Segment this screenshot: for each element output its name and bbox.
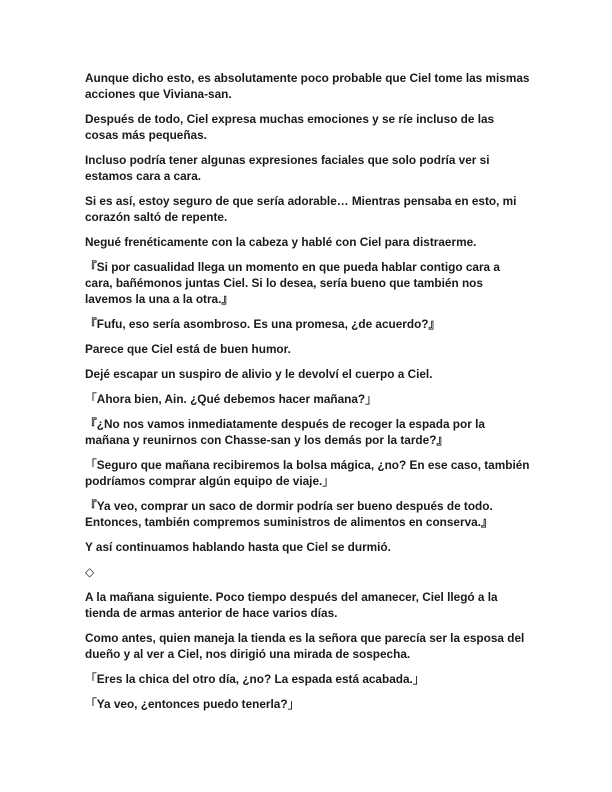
- scene-separator: ◇: [85, 565, 95, 579]
- paragraph: Aunque dicho esto, es absolutamente poco probable que Ciel tome las mismas acciones que Viviana-san.: [85, 71, 530, 101]
- dialogue-paragraph: 「Ahora bien, Ain. ¿Qué debemos hacer mañana?」: [85, 392, 377, 406]
- paragraph: Si es así, estoy seguro de que sería adorable… Mientras pensaba en esto, mi corazón saltó de repente.: [85, 194, 517, 224]
- dialogue-paragraph: 『¿No nos vamos inmediatamente después de recoger la espada por la mañana y reunirnos con Chasse-san y los demás por la tarde?』: [85, 417, 485, 447]
- paragraph: Incluso podría tener algunas expresiones faciales que solo podría ver si estamos cara a cara.: [85, 153, 490, 183]
- paragraph: Como antes, quien maneja la tienda es la señora que parecía ser la esposa del dueño y al ver a Ciel, nos dirigió una mirada de sospecha.: [85, 631, 525, 661]
- paragraph: A la mañana siguiente. Poco tiempo después del amanecer, Ciel llegó a la tienda de armas anterior de hace varios días.: [85, 590, 498, 620]
- document-body: [85, 70, 530, 721]
- paragraph: Negué frenéticamente con la cabeza y hablé con Ciel para distraerme.: [85, 235, 477, 249]
- dialogue-paragraph: 「Seguro que mañana recibiremos la bolsa mágica, ¿no? En ese caso, también podríamos comprar algún equipo de viaje.」: [85, 458, 530, 488]
- paragraph: Después de todo, Ciel expresa muchas emociones y se ríe incluso de las cosas más pequeñas.: [85, 112, 495, 142]
- dialogue-paragraph: 「Eres la chica del otro día, ¿no? La espada está acabada.」: [85, 672, 425, 686]
- dialogue-paragraph: 『Ya veo, comprar un saco de dormir podría ser bueno después de todo. Entonces, también compremos suministros de alimentos en conserva.』: [85, 499, 493, 529]
- paragraph: Y así continuamos hablando hasta que Ciel se durmió.: [85, 540, 391, 554]
- paragraph: Dejé escapar un suspiro de alivio y le devolví el cuerpo a Ciel.: [85, 367, 433, 381]
- dialogue-paragraph: 『Si por casualidad llega un momento en que pueda hablar contigo cara a cara, bañémonos juntas Ciel. Si lo desea, sería bueno que también nos lavemos la una a la otra.』: [85, 260, 500, 306]
- paragraph: Parece que Ciel está de buen humor.: [85, 342, 291, 356]
- dialogue-paragraph: 「Ya veo, ¿entonces puedo tenerla?」: [85, 697, 300, 711]
- dialogue-paragraph: 『Fufu, eso sería asombroso. Es una promesa, ¿de acuerdo?』: [85, 317, 441, 331]
